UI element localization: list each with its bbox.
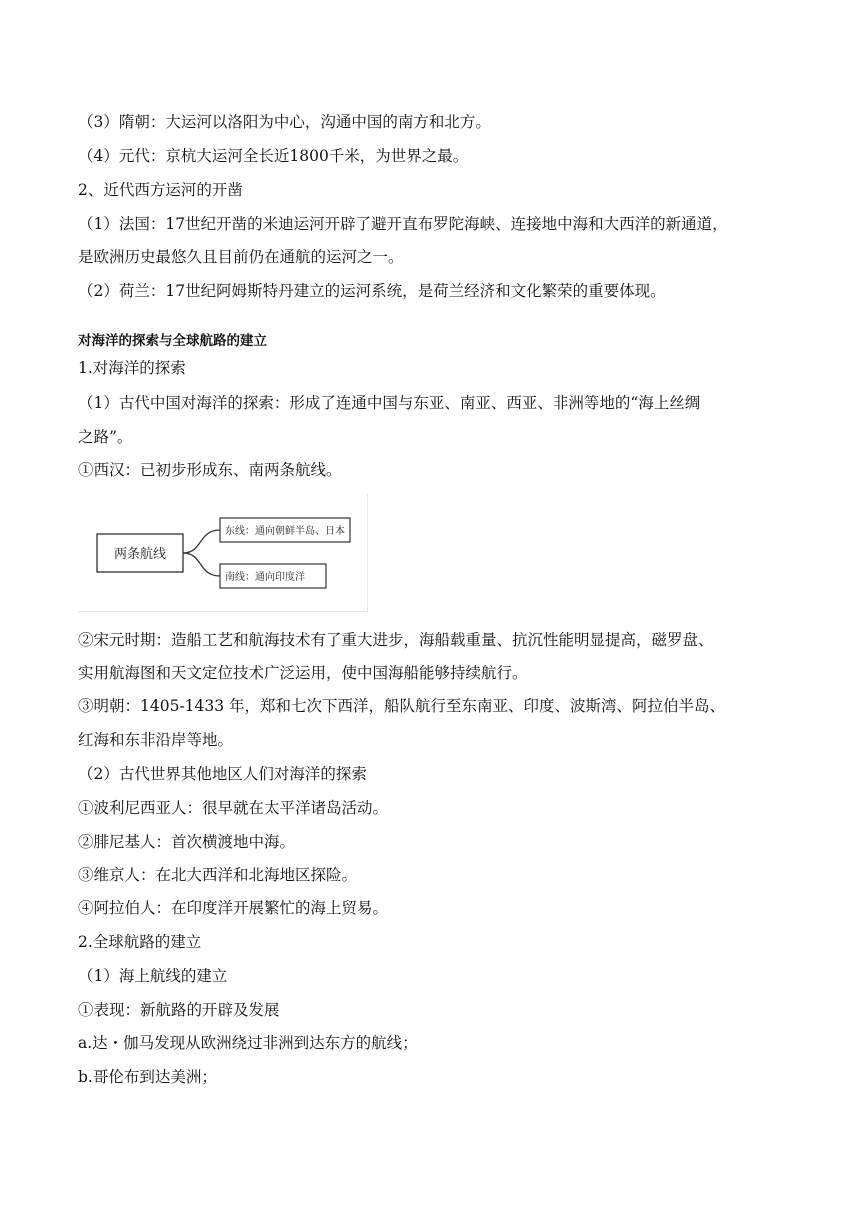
section-subheading: （1）海上航线的建立 <box>78 967 228 985</box>
diagram-center-label: 两条航线 <box>113 546 167 561</box>
diagram-connector-bottom <box>183 553 220 576</box>
diagram-south-label: 南线：通向印度洋 <box>225 572 305 583</box>
text-line: ③维京人：在北大西洋和北海地区探险。 <box>78 866 358 884</box>
text-line: ②腓尼基人：首次横渡地中海。 <box>78 833 296 851</box>
text-line: （1）古代中国对海洋的探索：形成了连通中国与东亚、南亚、西亚、非洲等地的“海上丝绸 <box>78 394 701 412</box>
text-line: （4）元代：京杭大运河全长近1800千米，为世界之最。 <box>78 147 469 165</box>
text-line: a.达・伽马发现从欧洲绕过非洲到达东方的航线； <box>78 1034 418 1052</box>
text-line: ①表现：新航路的开辟及发展 <box>78 1001 280 1019</box>
section-subheading: 1.对海洋的探索 <box>78 359 186 377</box>
text-line: b.哥伦布到达美洲； <box>78 1068 217 1086</box>
diagram-connector-top <box>183 530 220 553</box>
text-line: ④阿拉伯人：在印度洋开展繁忙的海上贸易。 <box>78 899 389 917</box>
text-line: 红海和东非沿岸等地。 <box>78 731 234 749</box>
section-subheading: 2、近代西方运河的开凿 <box>78 181 243 199</box>
section-heading: 对海洋的探索与全球航路的建立 <box>78 333 267 349</box>
text-line: （1）法国：17世纪开凿的米迪运河开辟了避开直布罗陀海峡、连接地中海和大西洋的新通道， <box>78 215 728 233</box>
diagram-east-label: 东线：通向朝鲜半岛、日本 <box>225 526 345 537</box>
text-line: （2）荷兰：17世纪阿姆斯特丹建立的运河系统，是荷兰经济和文化繁荣的重要体现。 <box>78 282 666 300</box>
text-line: 是欧洲历史最悠久且目前仍在通航的运河之一。 <box>78 248 404 266</box>
text-line: （3）隋朝：大运河以洛阳为中心，沟通中国的南方和北方。 <box>78 113 491 131</box>
text-line: ①西汉：已初步形成东、南两条航线。 <box>78 461 342 479</box>
section-subheading: 2.全球航路的建立 <box>78 933 202 951</box>
text-line: ①波利尼西亚人：很早就在太平洋诸岛活动。 <box>78 799 389 817</box>
text-line: 实用航海图和天文定位技术广泛运用，使中国海船能够持续航行。 <box>78 664 528 682</box>
routes-diagram <box>78 494 370 612</box>
text-line: ③明朝：1405-1433 年，郑和七次下西洋，船队航行至东南亚、印度、波斯湾、阿拉伯半岛、 <box>78 697 726 715</box>
section-subheading: （2）古代世界其他地区人们对海洋的探索 <box>78 765 367 783</box>
text-line: 之路”。 <box>78 428 133 446</box>
text-line: ②宋元时期：造船工艺和航海技术有了重大进步，海船载重量、抗沉性能明显提高，磁罗盘、 <box>78 631 714 649</box>
